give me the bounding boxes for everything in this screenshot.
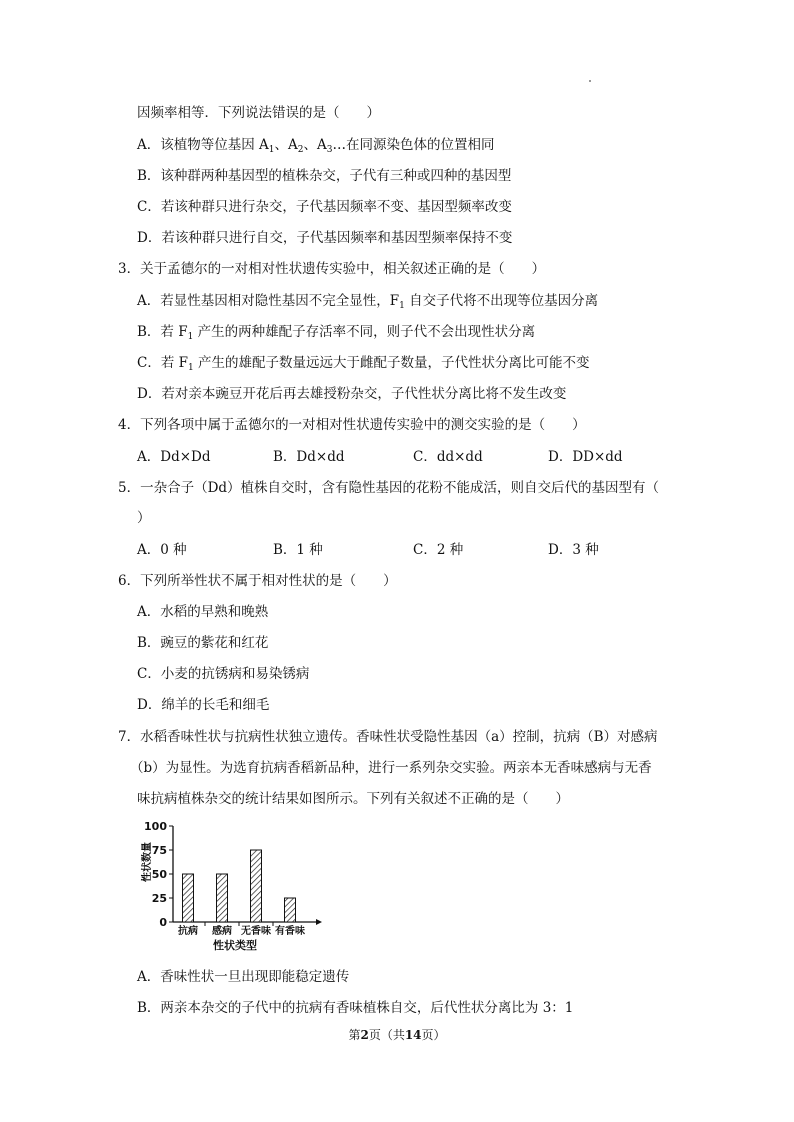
- q5-options: [0, 541, 794, 559]
- q6-option-c: C．小麦的抗锈病和易染锈病: [137, 666, 310, 682]
- chart-x-tick-label: 感病: [212, 926, 232, 937]
- chart-x-tick-label: 无香味: [241, 926, 271, 937]
- chart-y-axis-label: 性状数量: [142, 842, 153, 882]
- q6-option-a: A．水稻的早熟和晚熟: [137, 604, 269, 620]
- q2-option-d: D．若该种群只进行自交，子代基因频率和基因型频率保持不变: [137, 230, 513, 246]
- chart-bar: [217, 874, 228, 922]
- chart-bar: [285, 898, 296, 922]
- q5-stem: 5．一杂合子（Dd）植株自交时，含有隐性基因的花粉不能成活，则自交后代的基因型有（: [118, 480, 660, 496]
- page-footer: 第2页（共14页）: [348, 1028, 446, 1042]
- q6-stem: 6．下列所举性状不属于相对性状的是（ ）: [118, 573, 397, 589]
- q4-option-b: B．Dd×dd: [273, 449, 345, 465]
- q3-stem: 3．关于孟德尔的一对相对性状遗传实验中，相关叙述正确的是（ ）: [118, 261, 546, 277]
- q4-options: [0, 448, 794, 466]
- q2-option-c: C．若该种群只进行杂交，子代基因频率不变、基因型频率改变: [137, 199, 512, 215]
- q2-option-b: B．该种群两种基因型的植株杂交，子代有三种或四种的基因型: [137, 168, 512, 184]
- q7-option-a: A．香味性状一旦出现即能稳定遗传: [137, 969, 350, 985]
- q5-option-b: B．1 种: [273, 542, 323, 558]
- q2-stem-tail: 因频率相等．下列说法错误的是（ ）: [137, 105, 380, 121]
- chart-x-axis-label: 性状类型: [213, 939, 257, 952]
- q7-stem-line2: （b）为显性。为选育抗病香稻新品种，进行一系列杂交实验。两亲本无香味感病与无香: [130, 760, 652, 776]
- chart-bar: [183, 874, 194, 922]
- chart-y-tick-label: 0: [159, 916, 167, 929]
- q5-option-a: A．0 种: [137, 542, 187, 558]
- chart-y-tick-label: 75: [151, 844, 167, 857]
- q7-stem-line3: 味抗病植株杂交的统计结果如图所示。下列有关叙述不正确的是（ ）: [137, 791, 569, 807]
- q4-option-a: A．Dd×Dd: [137, 449, 211, 465]
- chart-y-tick-label: 50: [151, 868, 167, 881]
- chart-bar: [251, 850, 262, 922]
- chart-x-tick-label: 抗病: [178, 926, 198, 937]
- q5-option-d: D．3 种: [548, 542, 599, 558]
- q7-stem-line1: 7．水稻香味性状与抗病性状独立遗传。香味性状受隐性基因（a）控制，抗病（B）对感病: [118, 729, 658, 745]
- q4-stem: 4．下列各项中属于孟德尔的一对相对性状遗传实验中的测交实验的是（ ）: [118, 417, 586, 433]
- q5-stem-tail: ）: [137, 510, 151, 526]
- q7-option-b: B．两亲本杂交的子代中的抗病有香味植株自交，后代性状分离比为 3：1: [137, 1000, 574, 1016]
- q3-option-a: A．若显性基因相对隐性基因不完全显性，$F_1$ 自交子代将不出现等位基因分离: [137, 293, 599, 311]
- chart-y-tick-label: 25: [151, 892, 167, 905]
- q2-option-a: A．该植物等位基因 $A_1$、$A_2$、$A_3\dots$在同源染色体的位置相同: [137, 137, 495, 155]
- q3-option-d: D．若对亲本豌豆开花后再去雄授粉杂交，子代性状分离比将不发生改变: [137, 386, 567, 402]
- chart-y-tick-label: 100: [144, 820, 167, 833]
- q4-option-d: D．DD×dd: [548, 449, 623, 465]
- trait-bar-chart: [130, 818, 330, 956]
- chart-x-axis-arrow: [316, 919, 322, 925]
- chart-x-tick-label: 有香味: [275, 926, 305, 937]
- q6-option-b: B．豌豆的紫花和红花: [137, 635, 269, 651]
- q4-option-c: C．dd×dd: [413, 449, 483, 465]
- q3-option-c: C．若 $F_1$ 产生的雄配子数量远远大于雌配子数量，子代性状分离比可能不变: [137, 355, 590, 373]
- page-speck: [589, 80, 591, 82]
- q3-option-b: B．若 $F_1$ 产生的两种雄配子存活率不同，则子代不会出现性状分离: [137, 324, 536, 342]
- q6-option-d: D．绵羊的长毛和细毛: [137, 697, 270, 713]
- q5-option-c: C．2 种: [413, 542, 464, 558]
